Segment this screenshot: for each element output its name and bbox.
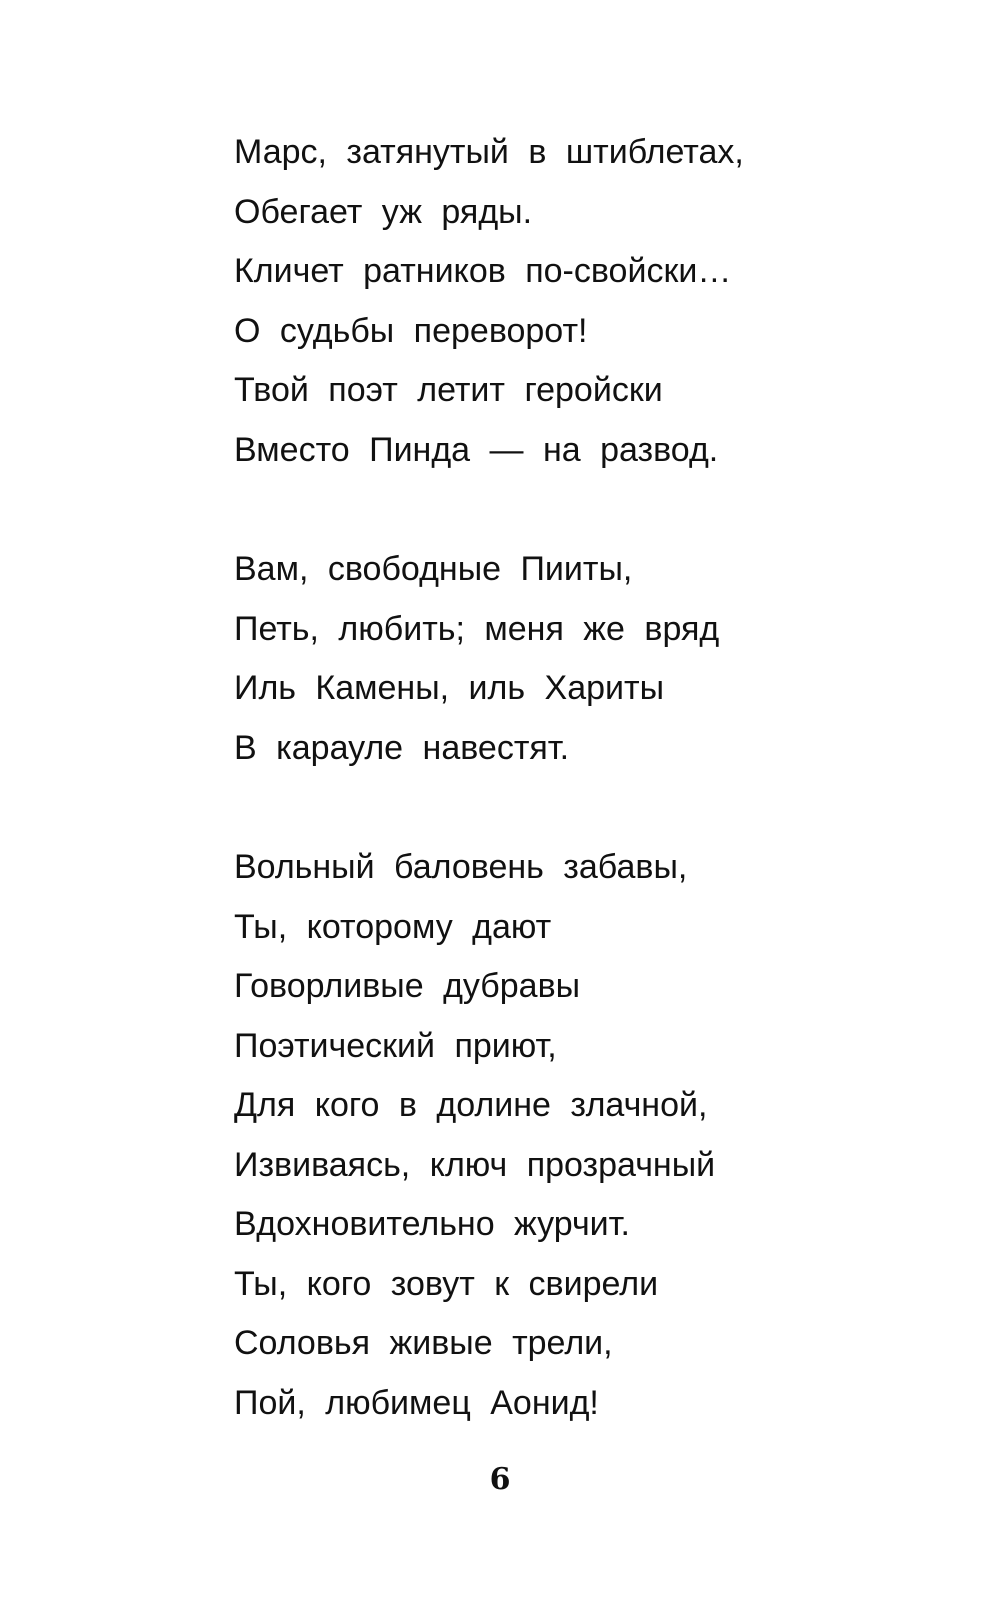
poem-line: Обегает уж ряды.: [234, 192, 533, 231]
stanza-3: [234, 838, 934, 1433]
poem-line: Марс, затянутый в штиблетах,: [234, 133, 744, 171]
poem-text: [234, 123, 934, 1433]
poem-line: Вам, свободные Пииты,: [234, 550, 633, 588]
poem-line: Пой, любимец Аонид!: [234, 1383, 599, 1422]
poem-line: Вольный баловень забавы,: [234, 848, 688, 886]
stanza-2: [234, 540, 934, 778]
poem-line: О судьбы переворот!: [234, 311, 588, 350]
poem-line: Кличет ратников по-свойски…: [234, 252, 732, 290]
poem-line: Для кого в долине злачной,: [234, 1086, 708, 1124]
poem-line: Петь, любить; меня же вряд: [234, 609, 720, 648]
poem-line: Вместо Пинда — на развод.: [234, 430, 719, 469]
page-number: 6: [489, 1462, 511, 1497]
poem-line: Твой поэт летит геройски: [234, 371, 663, 409]
poem-line: В карауле навестят.: [234, 728, 570, 767]
poem-line: Ты, кого зовут к свирели: [234, 1264, 659, 1303]
poem-line: Поэтический приют,: [234, 1026, 557, 1065]
poem-line: Извиваясь, ключ прозрачный: [234, 1145, 716, 1184]
poem-line: Соловья живые трели,: [234, 1324, 613, 1362]
poem-line: Говорливые дубравы: [234, 967, 581, 1005]
poem-line: Вдохновительно журчит.: [234, 1205, 630, 1243]
poem-line: Ты, которому дают: [234, 907, 552, 946]
stanza-1: [234, 123, 934, 480]
poem-line: Иль Камены, иль Хариты: [234, 669, 665, 707]
